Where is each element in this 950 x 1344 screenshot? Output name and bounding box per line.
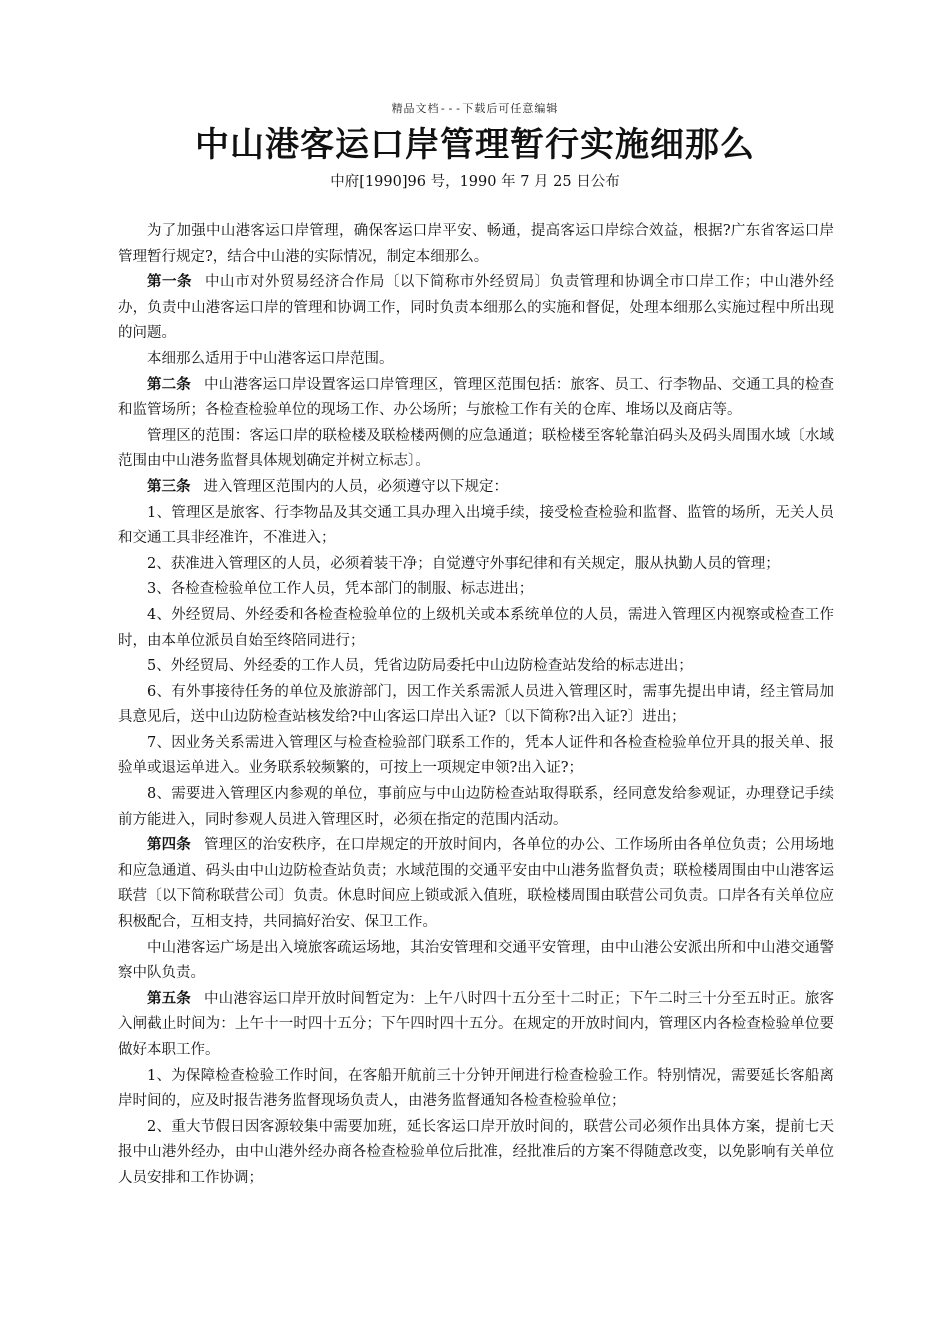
document-title: 中山港客运口岸管理暂行实施细那么 — [195, 125, 755, 165]
paragraph-text: 8、需要进入管理区内参观的单位，事前应与中山边防检查站取得联系，经同意发给参观证，办理登记手续前方能进入，同时参观人员进入管理区时，必须在指定的范围内活动。 — [118, 786, 834, 828]
article-label: 第四条 — [147, 837, 191, 854]
paragraph-text: 管理区的治安秩序，在口岸规定的开放时间内，各单位的办公、工作场所由各单位负责；公用场地和应急通道、码头由中山边防检查站负责；水域范围的交通平安由中山港务监督负责；联检楼周围由中山港客运联营〔以下简称联营公司〕负责。休息时间应上锁或派入值班，联检楼周围由联营公司负责。口岸各有关单位应积极配合，互相支持，共同搞好治安、保卫工作。 — [118, 837, 835, 931]
paragraph — [118, 654, 834, 680]
paragraph-text: 2、重大节假日因客源较集中需要加班，延长客运口岸开放时间的，联营公司必须作出具体方案，提前七天报中山港外经办，由中山港外经办商各检查检验单位后批准，经批准后的方案不得随意改变，以免影响有关单位人员安排和工作协调； — [118, 1118, 834, 1186]
paragraph — [118, 424, 834, 475]
article-label: 第二条 — [147, 376, 191, 393]
paragraph — [118, 475, 834, 501]
paragraph — [118, 501, 834, 552]
paragraph-text: 3、各检查检验单位工作人员，凭本部门的制服、标志进出； — [147, 581, 534, 598]
paragraph-text: 4、外经贸局、外经委和各检查检验单位的上级机关或本系统单位的人员，需进入管理区内视察或检查工作时，由本单位派员自始至终陪同进行； — [118, 606, 834, 649]
article-label: 第三条 — [147, 478, 191, 495]
paragraph-text: 1、管理区是旅客、行李物品及其交通工具办理入出境手续，接受检查检验和监督、监管的场所，无关人员和交通工具非经准许，不准进入； — [118, 504, 834, 547]
paragraph-text: 为了加强中山港客运口岸管理，确保客运口岸平安、畅通，提高客运口岸综合效益，根据?广东省客运口岸管理暂行规定?，结合中山港的实际情况，制定本细那么。 — [118, 223, 834, 265]
paragraph — [118, 552, 834, 578]
paragraph — [118, 731, 834, 782]
paragraph-text: 2、获准进入管理区的人员，必须着装干净；自觉遵守外事纪律和有关规定，服从执勤人员的管理； — [147, 555, 780, 572]
paragraph — [118, 936, 834, 987]
header-note: 精品文档---下载后可任意编辑 — [391, 102, 559, 115]
paragraph-text: 管理区的范围：客运口岸的联检楼及联检楼两侧的应急通道；联检楼至客轮靠泊码头及码头周围水域〔水域范围由中山港务监督具体规划确定并树立标志〕。 — [118, 427, 834, 470]
paragraph-text: 7、因业务关系需进入管理区与检查检验部门联系工作的，凭本人证件和各检查检验单位开具的报关单、报验单或退运单进入。业务联系较频繁的，可按上一项规定申领?出入证?； — [118, 734, 834, 777]
paragraph-text: 5、外经贸局、外经委的工作人员，凭省边防局委托中山边防检查站发给的标志进出； — [147, 658, 693, 675]
paragraph — [118, 603, 834, 654]
paragraph — [118, 833, 834, 935]
paragraph — [118, 987, 834, 1064]
paragraph-text: 1、为保障检查检验工作时间，在客船开航前三十分钟开闸进行检查检验工作。特别情况，需要延长客船离岸时间的，应及时报告港务监督现场负责人，由港务监督通知各检查检验单位； — [118, 1067, 834, 1110]
paragraph — [118, 270, 834, 347]
paragraph-text: 中山港容运口岸开放时间暂定为：上午八时四十五分至十二时正；下午二时三十分至五时正。旅客入闸截止时间为：上午十一时四十五分；下午四时四十五分。在规定的开放时间内，管理区内各检查检验单位要做好本职工作。 — [118, 990, 835, 1058]
paragraph-text: 本细那么适用于中山港客运口岸范围。 — [147, 350, 394, 367]
paragraph — [118, 1115, 834, 1192]
paragraph-text: 中山港客运广场是出入境旅客疏运场地，其治安管理和交通平安管理，由中山港公安派出所和中山港交通警察中队负责。 — [118, 939, 834, 982]
article-label: 第一条 — [147, 274, 192, 291]
article-label: 第五条 — [147, 990, 191, 1007]
paragraph — [118, 782, 834, 833]
paragraph — [118, 1064, 834, 1115]
paragraph — [118, 577, 834, 603]
document-body — [118, 219, 834, 1192]
paragraph-text: 中山港客运口岸设置客运口岸管理区，管理区范围包括：旅客、员工、行李物品、交通工具的检查和监管场所；各检查检验单位的现场工作、办公场所；与旅检工作有关的仓库、堆场以及商店等。 — [118, 376, 835, 419]
document-subtitle: 中府[1990]96 号，1990 年 7 月 25 日公布 — [330, 174, 620, 190]
paragraph — [118, 680, 834, 731]
paragraph-text: 6、有外事接待任务的单位及旅游部门，因工作关系需派人员进入管理区时，需事先提出申请，经主管局加具意见后，送中山边防检查站核发给?中山客运口岸出入证?〔以下简称?出入证?〕进出； — [118, 683, 834, 726]
paragraph — [118, 347, 834, 373]
paragraph — [118, 219, 834, 270]
paragraph-text: 进入管理区范围内的人员，必须遵守以下规定： — [203, 478, 509, 495]
paragraph-text: 中山市对外贸易经济合作局〔以下简称市外经贸局〕负责管理和协调全市口岸工作；中山港外经办，负责中山港客运口岸的管理和协调工作，同时负责本细那么的实施和督促，处理本细那么实施过程中所出现的问题。 — [118, 274, 835, 342]
paragraph — [118, 373, 834, 424]
